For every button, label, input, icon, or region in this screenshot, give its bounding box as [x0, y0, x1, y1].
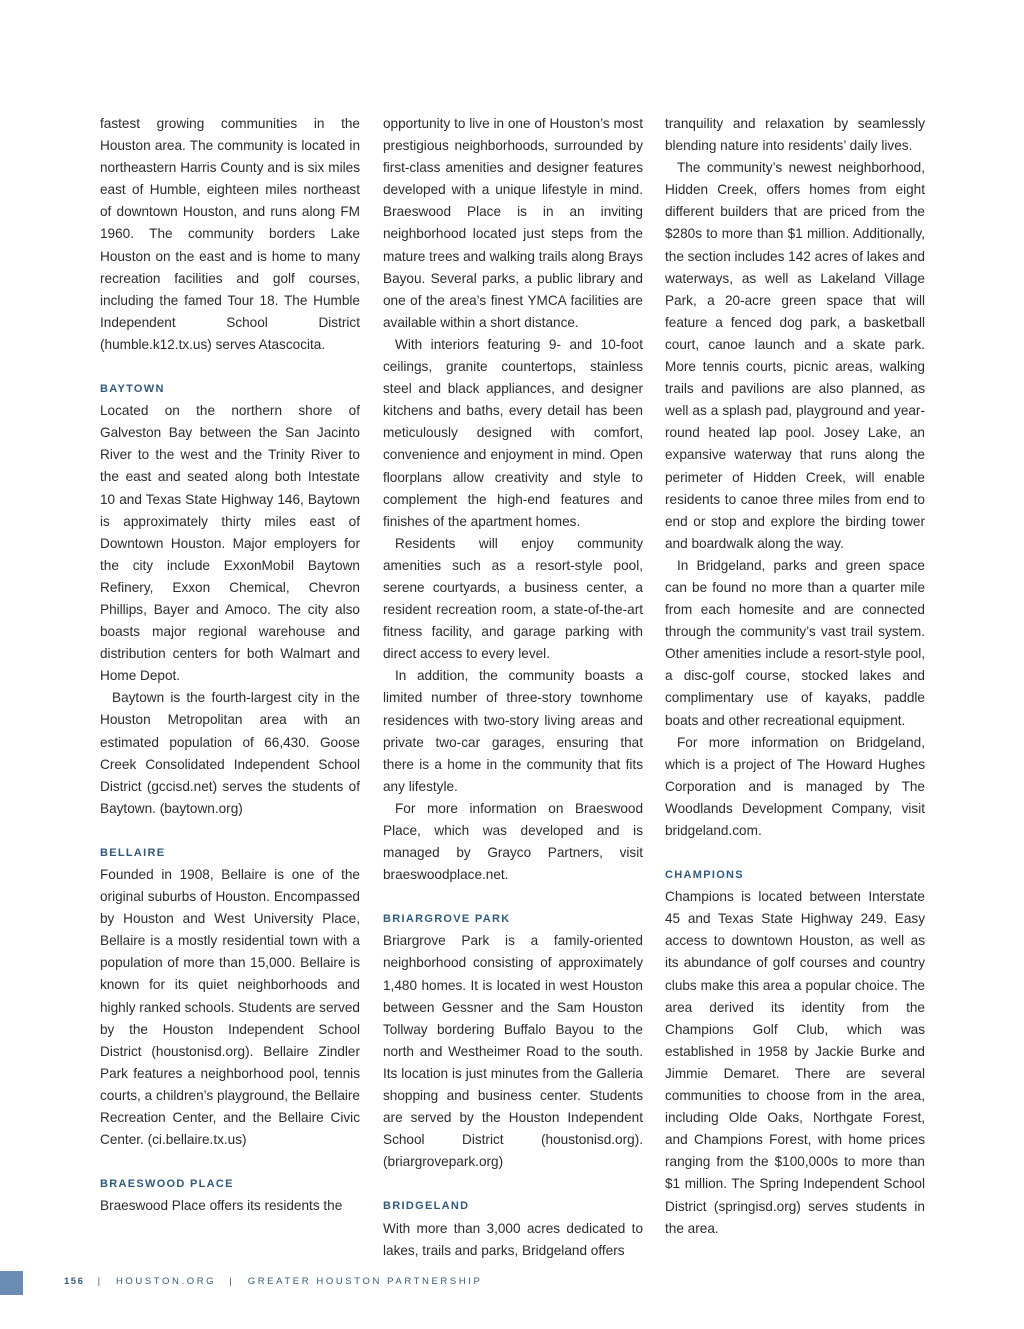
footer-separator: | [97, 1276, 103, 1287]
paragraph-bridgeland-1-continued: tranquility and relaxation by seamlessly blending nature into residents’ daily lives. [665, 116, 925, 154]
column-3 [665, 113, 925, 1240]
paragraph-briargrove-1: Briargrove Park is a family-oriented neighborhood consisting of approximately 1,480 homes. It is located in west Houston between Gessner and the Sam Houston Tollway bordering Buffalo Bayou to the north and Westheimer Road to the south. Its location is just minutes from the Galleria shopping and business center. Students are served by the Houston Independent School District (houstonisd.org). (briargrovepark.org) [383, 933, 643, 1170]
paragraph-bridgeland-3: In Bridgeland, parks and green space can be found no more than a quarter mile from each homesite and are connected through the community’s vast trail system. Other amenities include a resort-style pool, a disc-golf course, stocked lakes and complimentary use of kayaks, paddle boats and other recreational equipment. [665, 557, 925, 728]
footer-separator: | [229, 1276, 235, 1287]
column-2 [383, 113, 643, 1262]
paragraph-baytown-2: Baytown is the fourth-largest city in the Houston Metropolitan area with an estimated population of 66,430. Goose Creek Consolidated Independent School District (gccisd.net) serves the students of Baytown. (baytown.org) [100, 690, 360, 816]
section-heading-braeswood-place: BRAESWOOD PLACE [100, 1178, 234, 1191]
paragraph-braeswood-3: Residents will enjoy community amenities such as a resort-style pool, serene courtyards, a business center, a resident recreation room, a state-of-the-art fitness facility, and garage parking with direct access to every level. [383, 535, 643, 662]
paragraph-braeswood-4: In addition, the community boasts a limited number of three-story townhome residences with two-story living areas and private two-car garages, ensuring that there is a home in the community that fits any lifestyle. [383, 668, 643, 794]
footer-publisher: GREATER HOUSTON PARTNERSHIP [247, 1276, 483, 1287]
section-heading-bridgeland: BRIDGELAND [383, 1200, 470, 1213]
paragraph-champions-1: Champions is located between Interstate 45 and Texas State Highway 249. Easy access to downtown Houston, as well as its abundance of golf courses and country clubs make this area a popular choice. The area derived its identity from the Champions Golf Club, which was established in 1958 by Jackie Burke and Jimmie Demaret. There are several communities to choose from in the area, including Olde Oaks, Northgate Forest, and Champions Forest, with home prices ranging from the $100,000s to more than $1 million. The Spring Independent School District (springisd.org) serves students in the area. [665, 889, 925, 1236]
paragraph-bridgeland-2: The community’s newest neighborhood, Hidden Creek, offers homes from eight different builders that are priced from the $280s to more than $1 million. Additionally, the section includes 142 acres of lakes and waterways, as well as Lakeland Village Park, a 20-acre green space that will feature a fenced dog park, a basketball court, canoe launch and a skate park. More tennis courts, picnic areas, walking trails and pavilions are also planned, as well as a splash pad, playground and year-round heated lap pool. Josey Lake, an expansive waterway that runs along the perimeter of Hidden Creek, will enable residents to canoe three miles from end to end or stop and explore the birding tower and boardwalk along the way. [665, 160, 925, 551]
paragraph-braeswood-1-start: Braeswood Place offers its residents the [100, 1198, 343, 1214]
section-heading-baytown: BAYTOWN [100, 383, 165, 396]
paragraph-braeswood-1-continued: opportunity to live in one of Houston’s most prestigious neighborhoods, surrounded by first-class amenities and designer features developed with a unique lifestyle in mind. Braeswood Place is in an inviting neighborhood located just steps from the mature trees and walking trails along Brays Bayou. Several parks, a public library and one of the area’s finest YMCA facilities are available within a short distance. [383, 116, 643, 330]
paragraph-bridgeland-4: For more information on Bridgeland, which is a project of The Howard Hughes Corporation and is managed by The Woodlands Development Company, visit bridgeland.com. [665, 734, 925, 838]
section-heading-bellaire: BELLAIRE [100, 846, 166, 859]
paragraph-bellaire-1: Founded in 1908, Bellaire is one of the original suburbs of Houston. Encompassed by Houston and West University Place, Bellaire is a mostly residential town with a population of more than 15,000. Bellaire is known for its quiet neighborhoods and highly ranked schools. Students are served by the Houston Independent School District (houstonisd.org). Bellaire Zindler Park features a neighborhood pool, tennis courts, a children’s playground, the Bellaire Recreation Center, and the Bellaire Civic Center. (ci.bellaire.tx.us) [100, 867, 360, 1148]
paragraph-atascocita-continued: fastest growing communities in the Houston area. The community is located in northeastern Harris County and is six miles east of Humble, eighteen miles northeast of downtown Houston, and runs along FM 1960. The community borders Lake Houston on the east and is home to many recreation facilities and golf courses, including the famed Tour 18. The Humble Independent School District (humble.k12.tx.us) serves Atascocita. [100, 116, 360, 352]
page-number: 156 [64, 1276, 85, 1287]
paragraph-baytown-1: Located on the northern shore of Galveston Bay between the San Jacinto River to the west and the Trinity River to the east and seated along both Intestate 10 and Texas State Highway 146, Baytown is approximately thirty miles east of Downtown Houston. Major employers for the city include ExxonMobil Baytown Refinery, Exxon Chemical, Chevron Phillips, Bayer and Amoco. The city also boasts major regional warehouse and distribution centers for both Walmart and Home Depot. [100, 403, 360, 684]
section-heading-briargrove-park: BRIARGROVE PARK [383, 913, 511, 926]
section-heading-champions: CHAMPIONS [665, 869, 744, 882]
column-1 [100, 113, 360, 1217]
paragraph-braeswood-2: With interiors featuring 9- and 10-foot ceilings, granite countertops, stainless steel and black appliances, and designer kitchens and baths, every detail has been meticulously designed with comfort, convenience and enjoyment in mind. Open floorplans allow creativity and style to complement the high-end features and finishes of the apartment homes. [383, 336, 643, 529]
paragraph-bridgeland-1-start: With more than 3,000 acres dedicated to lakes, trails and parks, Bridgeland offers [383, 1220, 643, 1258]
paragraph-braeswood-5: For more information on Braeswood Place, which was developed and is managed by Grayco Partners, visit braeswoodplace.net. [383, 800, 643, 883]
footer-site: HOUSTON.ORG [115, 1276, 217, 1287]
page-footer [64, 1276, 482, 1287]
footer-accent-bar [0, 1271, 23, 1295]
